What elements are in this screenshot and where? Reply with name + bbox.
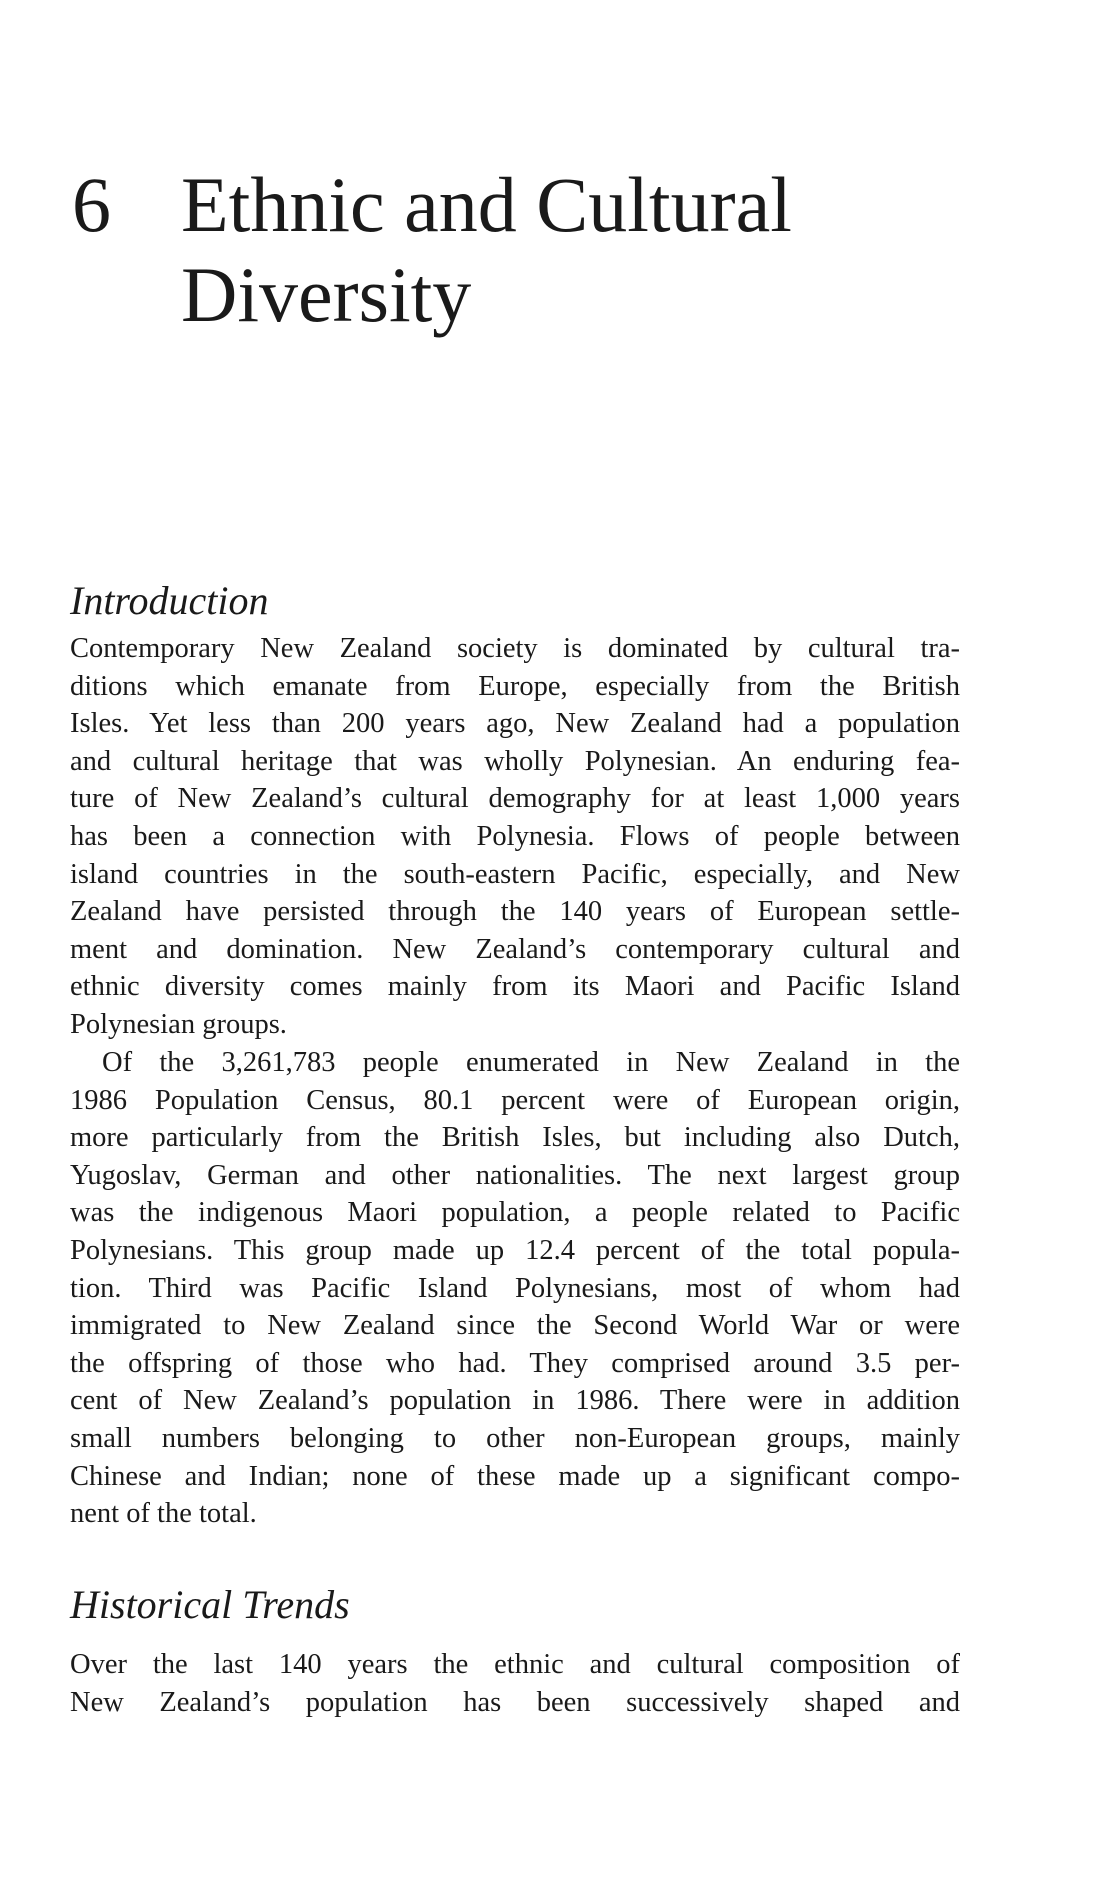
text-line: Isles. Yet less than 200 years ago, New Zealand had a population [70, 708, 960, 740]
text-line: the offspring of those who had. They comprised around 3.5 per- [70, 1347, 960, 1379]
text-line: island countries in the south-eastern Pacific, especially, and New [70, 858, 960, 890]
text-line: was the indigenous Maori population, a people related to Pacific [70, 1197, 960, 1229]
text-line: tion. Third was Pacific Island Polynesians, most of whom had [70, 1272, 960, 1304]
chapter-title-line-1: Ethnic and Cultural [181, 161, 792, 248]
text-line: immigrated to New Zealand since the Second World War or were [70, 1310, 960, 1342]
paragraph-introduction-2 [70, 1044, 960, 1533]
text-line: Chinese and Indian; none of these made up a significant compo- [70, 1460, 960, 1492]
text-line: Of the 3,261,783 people enumerated in New Zealand in the [102, 1047, 960, 1078]
text-line: Over the last 140 years the ethnic and cultural composition of [70, 1649, 960, 1680]
text-line: nent of the total. [70, 1498, 257, 1530]
text-line: New Zealand’s population has been successively shaped and [70, 1686, 960, 1718]
text-line: ture of New Zealand’s cultural demography for at least 1,000 years [70, 783, 960, 815]
text-line: Yugoslav, German and other nationalities. The next largest group [70, 1159, 960, 1191]
text-line: 1986 Population Census, 80.1 percent were of European origin, [70, 1084, 960, 1116]
text-line: small numbers belonging to other non-European groups, mainly [70, 1422, 960, 1454]
text-line: has been a connection with Polynesia. Flows of people between [70, 820, 960, 852]
text-line: Polynesian groups. [70, 1008, 287, 1040]
text-line: ment and domination. New Zealand’s contemporary cultural and [70, 933, 960, 965]
text-line: ditions which emanate from Europe, especially from the British [70, 670, 960, 702]
text-line: Polynesians. This group made up 12.4 percent of the total popula- [70, 1234, 960, 1266]
text-line: ethnic diversity comes mainly from its Maori and Pacific Island [70, 971, 960, 1003]
text-line: Contemporary New Zealand society is dominated by cultural tra- [70, 633, 960, 664]
section-heading-historical-trends: Historical Trends [70, 1582, 350, 1627]
text-line: Zealand have persisted through the 140 years of European settle- [70, 896, 960, 928]
paragraph-introduction-1 [70, 630, 960, 1044]
section-heading-introduction: Introduction [70, 578, 269, 623]
paragraph-historical-trends-1 [70, 1646, 960, 1721]
text-line: cent of New Zealand’s population in 1986. There were in addition [70, 1385, 960, 1417]
text-line: and cultural heritage that was wholly Polynesian. An enduring fea- [70, 745, 960, 777]
chapter-number: 6 [72, 161, 111, 248]
text-line: more particularly from the British Isles, but including also Dutch, [70, 1122, 960, 1154]
chapter-title-line-2: Diversity [181, 251, 472, 338]
chapter-title [181, 160, 981, 340]
